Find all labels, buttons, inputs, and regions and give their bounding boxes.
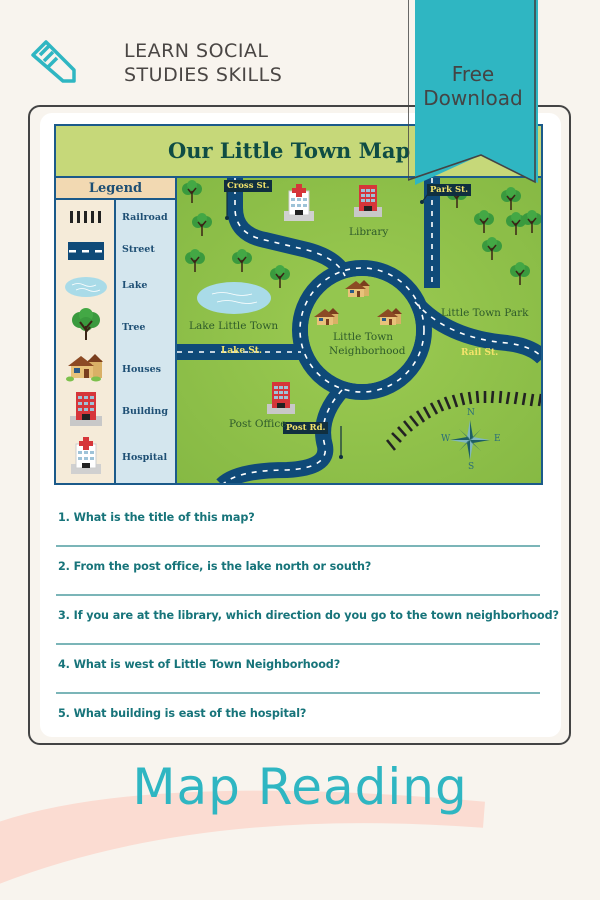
question-list	[56, 505, 559, 750]
compass-n: N	[467, 408, 475, 418]
legend-labels-column	[116, 200, 175, 485]
compass-w: W	[441, 434, 451, 444]
brand-name	[124, 39, 282, 87]
place-library: Library	[349, 226, 389, 238]
question-text: 3. If you are at the library, which direction do you go to the town neighborhood?	[58, 609, 559, 622]
question-item	[56, 701, 544, 750]
neighborhood-line-2: Neighborhood	[329, 345, 406, 357]
tree-icon	[69, 308, 103, 342]
legend-heading: Legend	[56, 178, 175, 200]
map-legend	[56, 178, 177, 485]
compass-e: E	[494, 434, 501, 444]
place-park: Little Town Park	[441, 307, 529, 319]
answer-line[interactable]	[56, 643, 540, 645]
lake-little-town	[197, 282, 271, 314]
legend-label-railroad: Railroad	[122, 212, 168, 223]
question-text: 1. What is the title of this map?	[58, 511, 255, 524]
ribbon-line-1: Free	[451, 62, 495, 86]
sign-cross-st: Cross St.	[224, 180, 272, 192]
answer-line[interactable]	[56, 545, 540, 547]
compass-s: S	[468, 462, 475, 472]
legend-label-hospital: Hospital	[122, 452, 168, 463]
answer-line[interactable]	[56, 692, 540, 694]
lake-icon	[64, 276, 108, 298]
houses-icon	[66, 350, 106, 382]
question-item	[56, 505, 544, 554]
answer-line[interactable]	[56, 594, 540, 596]
legend-label-building: Building	[122, 406, 168, 417]
label-lake-st: Lake St.	[221, 346, 263, 356]
hospital-icon	[69, 436, 103, 476]
question-text: 4. What is west of Little Town Neighborhood?	[58, 658, 341, 671]
brand-logo	[30, 36, 283, 86]
building-icon	[68, 390, 104, 428]
ribbon-line-2: Download	[423, 86, 523, 110]
legend-label-lake: Lake	[122, 280, 148, 291]
railroad-icon	[68, 210, 104, 224]
question-item	[56, 554, 544, 603]
page-title: Map Reading	[132, 758, 468, 816]
label-rail-st: Rail St.	[461, 348, 499, 358]
neighborhood-line-1: Little Town	[333, 331, 393, 343]
question-item	[56, 652, 544, 701]
question-text: 5. What building is east of the hospital?	[58, 707, 307, 720]
free-download-label[interactable]	[408, 62, 538, 110]
place-post-office: Post Office	[229, 418, 287, 430]
street-icon	[68, 242, 104, 260]
legend-icons-column	[56, 200, 116, 485]
pencil-icon	[30, 38, 78, 86]
map-title: Our Little Town Map	[56, 126, 541, 178]
place-neighborhood	[329, 330, 406, 358]
brand-line-1: LEARN SOCIAL	[124, 40, 269, 62]
legend-label-tree: Tree	[122, 322, 146, 333]
question-text: 2. From the post office, is the lake north or south?	[58, 560, 372, 573]
brand-line-2: STUDIES SKILLS	[124, 64, 283, 86]
place-lake: Lake Little Town	[189, 320, 279, 332]
sign-post-rd: Post Rd.	[283, 422, 328, 434]
legend-label-street: Street	[122, 244, 155, 255]
sign-park-st: Park St.	[427, 184, 471, 196]
legend-label-houses: Houses	[122, 364, 161, 375]
map-field	[177, 178, 543, 485]
question-item	[56, 603, 559, 652]
